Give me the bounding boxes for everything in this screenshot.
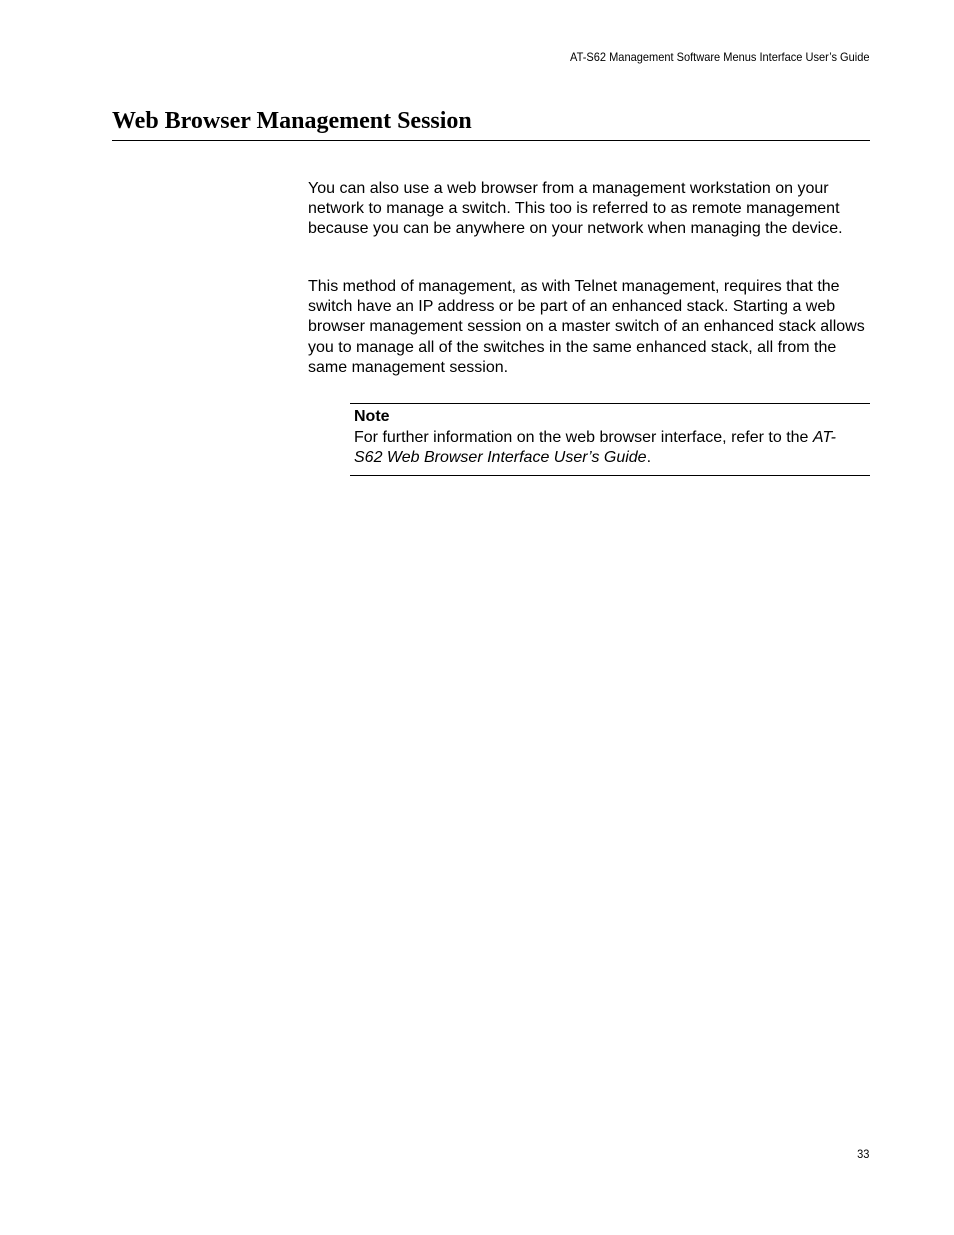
body-paragraph-requirements: This method of management, as with Telnet management, requires that the switch have an IP address or be part of an enhanced stack. Starting a web browser management session on a master switch of an enhanced stack allows you to manage all of the switches in the same enhanced stack, all from the same management session. [308,278,865,376]
note-text [354,428,864,468]
note-box [350,403,870,476]
section-title: Web Browser Management Session [112,108,472,134]
body-paragraph-remote-management: You can also use a web browser from a management workstation on your network to manage a switch. This too is referred to as remote management because you can be anywhere on your network when managing the device. [308,180,843,238]
page-number: 33 [856,1147,869,1161]
note-text-before: For further information on the web browser interface, refer to the [354,429,813,446]
note-heading: Note [354,408,390,425]
note-text-after: . [646,449,652,466]
title-rule [112,140,870,141]
note-guide-title: AT-S62 Web Browser Interface User’s Guide [354,429,837,466]
running-header: AT-S62 Management Software Menus Interface User’s Guide [569,50,869,64]
